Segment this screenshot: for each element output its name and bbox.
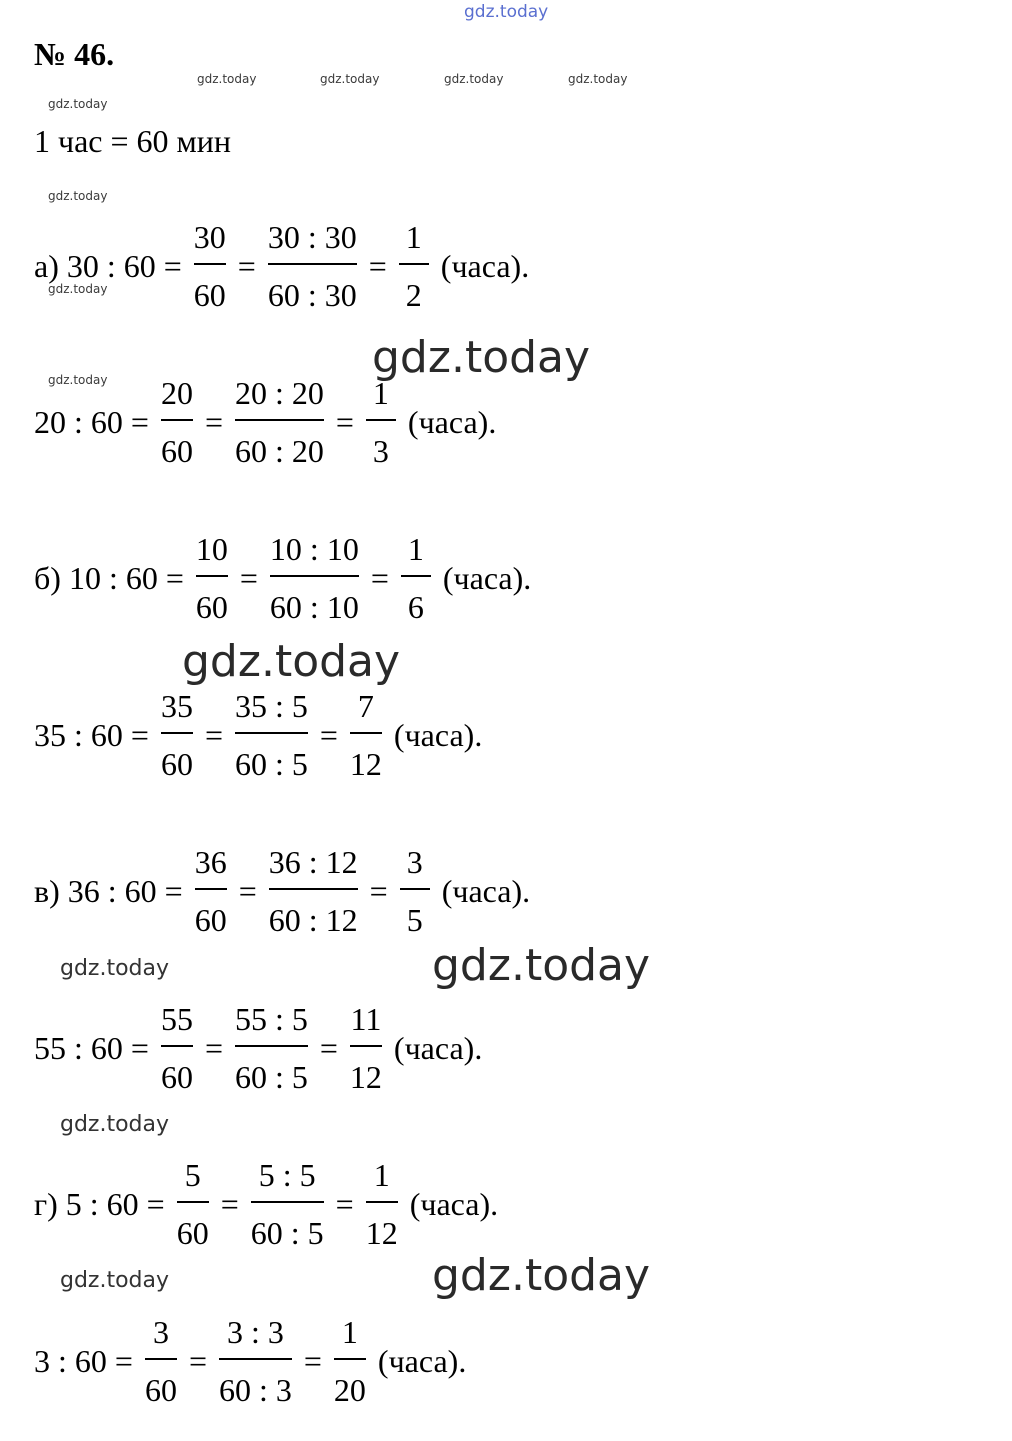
equation-row: [34, 373, 497, 469]
watermark: gdz.today: [48, 282, 108, 296]
fraction-original: [145, 1316, 177, 1406]
numerator: 55 : 5: [234, 1001, 308, 1037]
equals-sign: =: [239, 560, 258, 596]
fraction-reduction: [269, 846, 358, 936]
numerator: 1: [373, 1157, 390, 1193]
equation-row: [34, 1158, 498, 1250]
fraction-original: [177, 1159, 209, 1249]
fraction-result: [350, 690, 382, 780]
problem-number: № 46.: [34, 36, 115, 72]
equation-row: [34, 532, 531, 624]
fraction-reduction: [251, 1159, 324, 1249]
fraction-result: [400, 846, 430, 936]
watermark: gdz.today: [568, 72, 628, 86]
watermark-large: gdz.today: [432, 940, 651, 991]
denominator: 60: [194, 902, 227, 938]
equals-sign: =: [335, 1186, 354, 1222]
numerator: 3: [152, 1314, 169, 1350]
fraction-reduction: [235, 690, 308, 780]
equals-sign: =: [368, 248, 387, 284]
unit-label: (часа).: [393, 717, 483, 753]
equals-sign: =: [220, 1186, 239, 1222]
unit-label: (часа).: [377, 1343, 467, 1379]
fraction-original: [161, 1003, 193, 1093]
fraction-result: [334, 1316, 366, 1406]
unit-label: (часа).: [393, 1030, 483, 1066]
denominator: 60 : 5: [234, 746, 308, 782]
fraction-result: [399, 221, 429, 311]
equals-sign: =: [319, 1030, 338, 1066]
denominator: 60 : 10: [269, 589, 359, 625]
equals-sign: =: [335, 404, 354, 440]
watermark: gdz.today: [60, 1112, 170, 1137]
numerator: 1: [372, 375, 389, 411]
equals-sign: =: [238, 873, 257, 909]
denominator: 60 : 5: [234, 1059, 308, 1095]
equation-row: [34, 1315, 466, 1407]
equation-prefix: г) 5 : 60 =: [34, 1186, 165, 1222]
watermark: gdz.today: [48, 189, 108, 203]
denominator: 60: [160, 746, 193, 782]
denominator: 60 : 30: [267, 277, 357, 313]
numerator: 5: [184, 1157, 201, 1193]
numerator: 20: [160, 375, 193, 411]
fraction-reduction: [270, 533, 359, 623]
numerator: 10: [195, 531, 228, 567]
numerator: 10 : 10: [269, 531, 359, 567]
denominator: 60 : 12: [268, 902, 358, 938]
equals-sign: =: [188, 1343, 207, 1379]
denominator: 5: [406, 902, 423, 938]
unit-label: (часа).: [442, 560, 532, 596]
numerator: 3: [406, 844, 423, 880]
fraction-result: [366, 377, 396, 467]
denominator: 6: [407, 589, 424, 625]
denominator: 60: [176, 1215, 209, 1251]
unit-label: (часа).: [441, 873, 531, 909]
equation-row: [34, 689, 482, 781]
equals-sign: =: [370, 560, 389, 596]
denominator: 60 : 3: [218, 1372, 292, 1408]
numerator: 5 : 5: [258, 1157, 316, 1193]
unit-label: (часа).: [407, 404, 497, 440]
denominator: 60: [160, 433, 193, 469]
watermark: gdz.today: [444, 72, 504, 86]
unit-label: (часа).: [409, 1186, 499, 1222]
equals-sign: =: [204, 717, 223, 753]
fraction-reduction: [235, 377, 324, 467]
fraction-result: [401, 533, 431, 623]
watermark: gdz.today: [48, 97, 108, 111]
watermark: gdz.today: [320, 72, 380, 86]
denominator: 12: [349, 1059, 382, 1095]
numerator: 1: [405, 219, 422, 255]
fraction-result: [350, 1003, 382, 1093]
denominator: 2: [405, 277, 422, 313]
fraction-original: [161, 377, 193, 467]
fraction-reduction: [219, 1316, 292, 1406]
numerator: 3 : 3: [226, 1314, 284, 1350]
equation-prefix: б) 10 : 60 =: [34, 560, 184, 596]
denominator: 20: [333, 1372, 366, 1408]
numerator: 30 : 30: [267, 219, 357, 255]
equation-prefix: 20 : 60 =: [34, 404, 149, 440]
fraction-original: [195, 846, 227, 936]
denominator: 60: [195, 589, 228, 625]
watermark: gdz.today: [48, 373, 108, 387]
equation-row: [34, 845, 530, 937]
numerator: 30: [193, 219, 226, 255]
watermark-large: gdz.today: [182, 636, 401, 687]
denominator: 12: [365, 1215, 398, 1251]
watermark-large: gdz.today: [432, 1250, 651, 1301]
numerator: 1: [341, 1314, 358, 1350]
watermark-top: gdz.today: [464, 2, 549, 22]
denominator: 60 : 20: [234, 433, 324, 469]
denominator: 60: [144, 1372, 177, 1408]
equals-sign: =: [319, 717, 338, 753]
numerator: 7: [357, 688, 374, 724]
fraction-reduction: [235, 1003, 308, 1093]
equation-row: [34, 1002, 482, 1094]
numerator: 36 : 12: [268, 844, 358, 880]
fraction-original: [194, 221, 226, 311]
equation-prefix: 55 : 60 =: [34, 1030, 149, 1066]
numerator: 35 : 5: [234, 688, 308, 724]
equation-prefix: 35 : 60 =: [34, 717, 149, 753]
watermark: gdz.today: [197, 72, 257, 86]
given-statement: 1 час = 60 мин: [34, 123, 232, 159]
unit-label: (часа).: [440, 248, 530, 284]
equals-sign: =: [204, 1030, 223, 1066]
fraction-original: [196, 533, 228, 623]
numerator: 20 : 20: [234, 375, 324, 411]
numerator: 55: [160, 1001, 193, 1037]
equation-prefix: 3 : 60 =: [34, 1343, 133, 1379]
denominator: 60: [160, 1059, 193, 1095]
numerator: 35: [160, 688, 193, 724]
equation-prefix: в) 36 : 60 =: [34, 873, 183, 909]
numerator: 36: [194, 844, 227, 880]
numerator: 11: [350, 1001, 382, 1037]
numerator: 1: [407, 531, 424, 567]
denominator: 3: [372, 433, 389, 469]
denominator: 60 : 5: [250, 1215, 324, 1251]
equals-sign: =: [204, 404, 223, 440]
fraction-reduction: [268, 221, 357, 311]
watermark-large: gdz.today: [372, 332, 591, 383]
equals-sign: =: [369, 873, 388, 909]
denominator: 60: [193, 277, 226, 313]
fraction-original: [161, 690, 193, 780]
equals-sign: =: [303, 1343, 322, 1379]
watermark: gdz.today: [60, 956, 170, 981]
watermark: gdz.today: [60, 1268, 170, 1293]
equals-sign: =: [237, 248, 256, 284]
equation-prefix: а) 30 : 60 =: [34, 248, 182, 284]
equation-row: [34, 220, 529, 312]
fraction-result: [366, 1159, 398, 1249]
denominator: 12: [349, 746, 382, 782]
